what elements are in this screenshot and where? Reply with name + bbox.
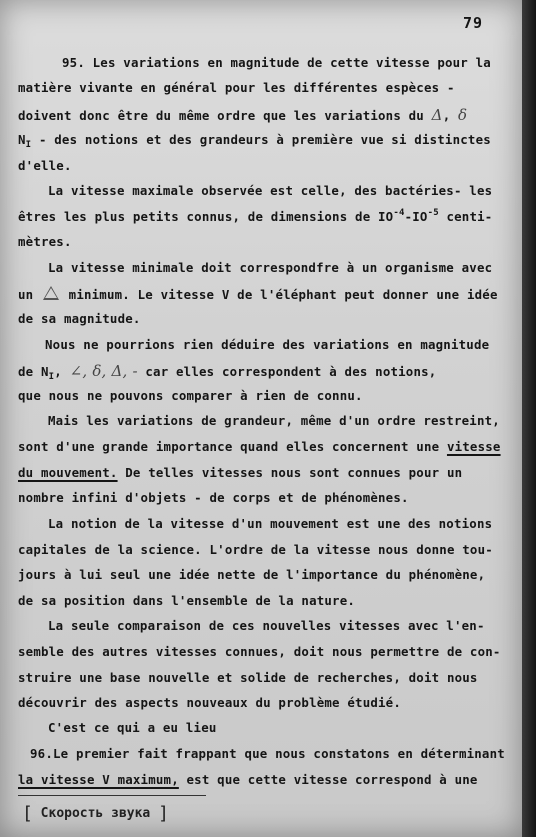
text-span: La vitesse minimale doit correspondfre à un organisme avec (48, 260, 493, 275)
text-span: doivent donc être du même ordre que les variations du (18, 108, 424, 123)
text-line (48, 516, 492, 531)
text-span: C'est ce qui a eu lieu (48, 720, 217, 735)
text-span: mètres. (18, 234, 72, 249)
handwritten-symbol: δ (458, 106, 468, 124)
footnote-divider (18, 795, 206, 796)
text-line (18, 542, 493, 557)
text-line (18, 670, 478, 685)
text-span: que nous ne pouvons comparer à rien de connu. (18, 388, 363, 403)
text-span: N (18, 132, 26, 147)
text-span: capitales de la science. L'ordre de la vitesse nous donne tou- (18, 542, 493, 557)
footnote-bracket-open: [ (22, 803, 33, 824)
footnote-text: Скорость звука (40, 806, 151, 821)
text-span: 96.Le premier fait frappant que nous constatons en déterminant (30, 746, 505, 761)
text-span: La seule comparaison de ces nouvelles vitesses avec l'en- (48, 618, 485, 633)
text-line (18, 362, 436, 382)
text-line (18, 311, 141, 326)
text-line (62, 55, 491, 70)
text-line (48, 260, 492, 275)
underlined-text: la vitesse V maximum, (18, 772, 179, 787)
text-span: nombre infini d'objets - de corps et de phénomènes. (18, 490, 409, 505)
superscript: -4 (393, 208, 405, 218)
text-span: un (18, 287, 34, 302)
text-line (18, 158, 72, 173)
text-line (18, 439, 501, 454)
text-line (18, 695, 401, 710)
text-line (48, 183, 492, 198)
text-line (18, 286, 498, 302)
text-span: car elles correspondent à des notions, (137, 364, 437, 379)
triangle-delta-icon (43, 286, 59, 300)
text-span: minimum. Le vitesse V de l'éléphant peut donner une idée (68, 287, 498, 302)
underlined-text: du mouvement. (18, 465, 118, 480)
handwritten-symbol: Δ (431, 106, 443, 124)
text-line (48, 720, 217, 735)
text-line (48, 413, 500, 428)
text-line (18, 132, 491, 150)
text-span: -IO (404, 209, 428, 224)
text-span: struire une base nouvelle et solide de recherches, doit nous (18, 670, 478, 685)
text-line (18, 106, 467, 124)
superscript: -5 (427, 208, 439, 218)
text-line (30, 746, 505, 761)
page-edge-shadow (522, 0, 536, 837)
text-span: Nous ne pourrions rien déduire des variations en magnitude (45, 337, 490, 352)
text-line (18, 593, 355, 608)
text-line (18, 644, 501, 659)
text-line (18, 490, 409, 505)
text-span: sont d'une grande importance quand elles concernent une (18, 439, 447, 454)
text-span: jours à lui seul une idée nette de l'importance du phénomène, (18, 567, 486, 582)
text-line (18, 465, 462, 480)
text-line (18, 772, 478, 787)
text-span: - des notions et des grandeurs à première vue si distinctes (31, 132, 491, 147)
text-line (18, 234, 72, 249)
text-span: d'elle. (18, 158, 72, 173)
text-span: , (442, 108, 451, 123)
text-span: de sa position dans l'ensemble de la nature. (18, 593, 356, 608)
subscript: I (25, 140, 32, 150)
text-span: matière vivante en général pour les différentes espèces - (18, 80, 455, 95)
subscript: I (48, 372, 55, 382)
text-span: La vitesse maximale observée est celle, des bactéries- les (48, 183, 493, 198)
text-line (48, 618, 485, 633)
footnote (22, 803, 169, 824)
text-line (18, 388, 363, 403)
text-line (18, 567, 485, 582)
text-span: de sa magnitude. (18, 311, 141, 326)
text-span: La notion de la vitesse d'un mouvement est une des notions (48, 516, 493, 531)
text-span: semble des autres vitesses connues, doit nous permettre de con- (18, 644, 501, 659)
text-line (45, 337, 489, 352)
text-span: De telles vitesses nous sont connues pour un (117, 465, 463, 480)
underlined-text: vitesse (446, 439, 501, 454)
footnote-bracket-close: ] (158, 803, 169, 824)
text-span: est que cette vitesse correspond à une (178, 772, 478, 787)
text-line (18, 80, 455, 95)
text-span: découvrir des aspects nouveaux du problème étudié. (18, 695, 401, 710)
text-span: Mais les variations de grandeur, même d'un ordre restreint, (48, 413, 500, 428)
text-span: centi- (438, 209, 493, 224)
text-span: de N (18, 364, 49, 379)
text-line (18, 208, 492, 224)
text-span: 95. Les variations en magnitude de cette vitesse pour la (62, 55, 491, 70)
handwritten-symbols: ∠, δ, Δ, - (69, 362, 138, 380)
text-span: êtres les plus petits connus, de dimensions de IO (18, 209, 394, 224)
page-number: 79 (463, 14, 484, 32)
text-span: , (54, 364, 62, 379)
